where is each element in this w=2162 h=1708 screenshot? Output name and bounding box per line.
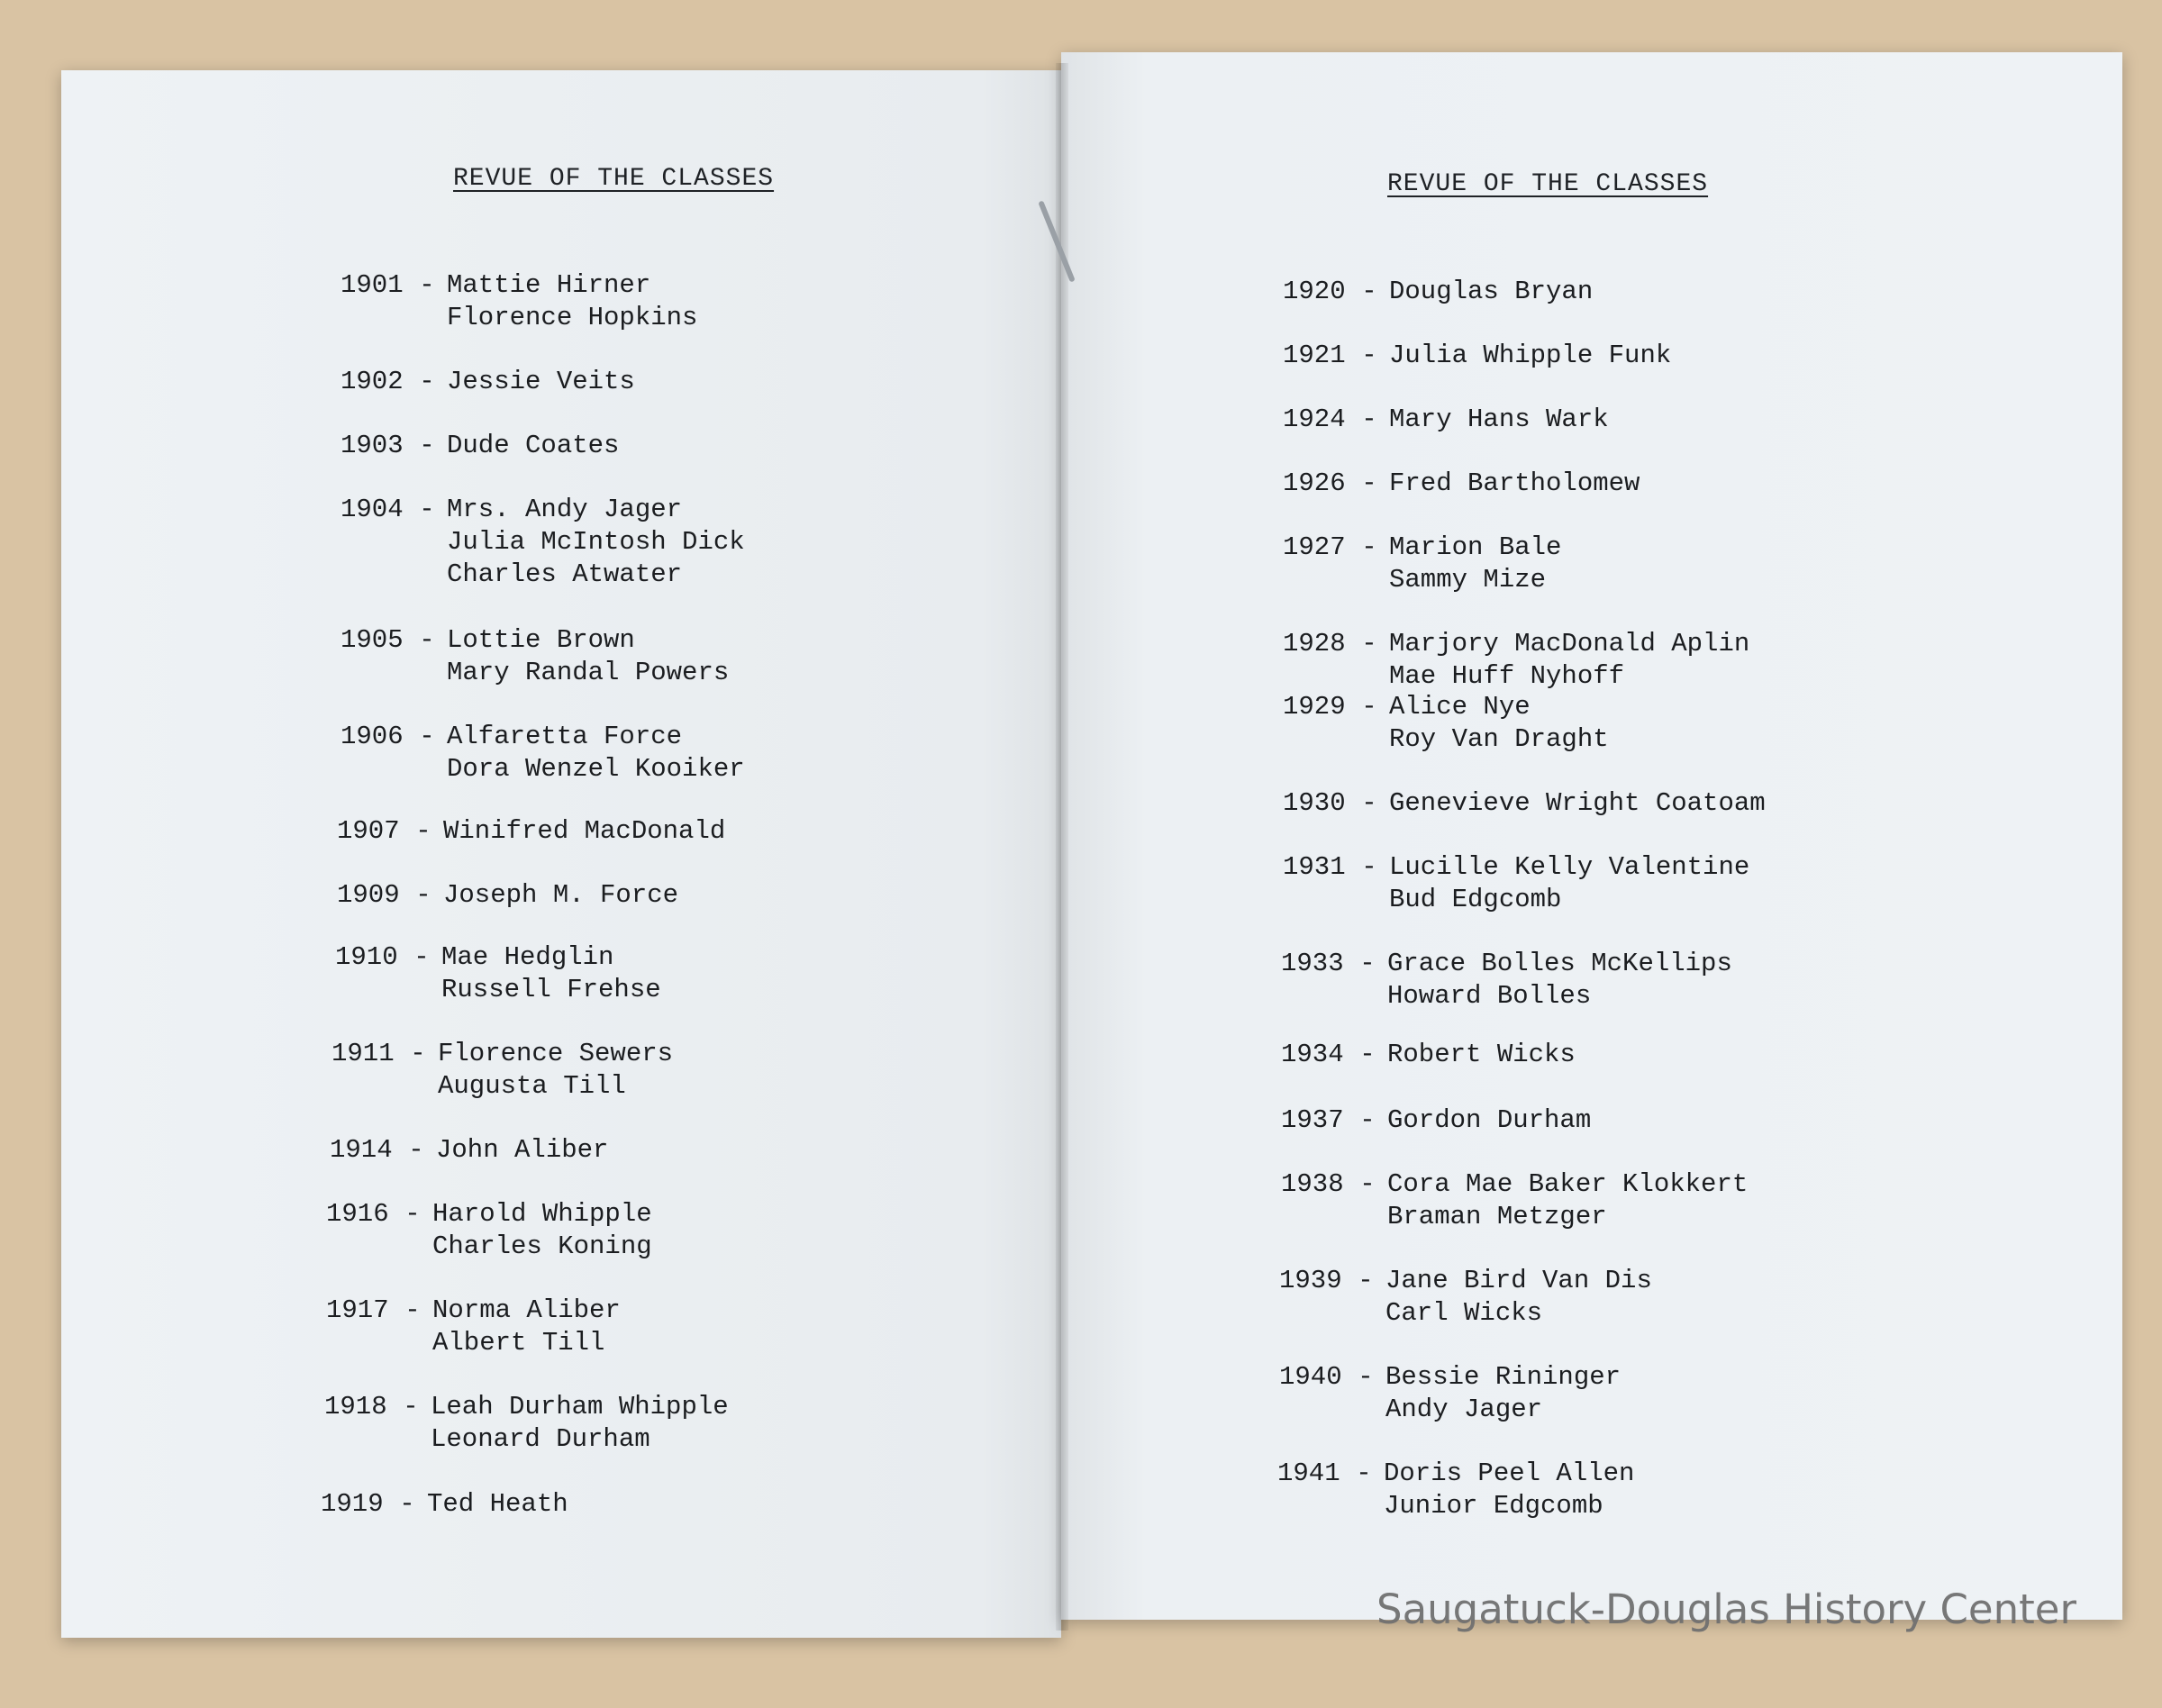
class-member-name: Sammy Mize [1389,565,1547,595]
year-separator: - [419,722,435,751]
class-member-names [1385,1361,1621,1426]
class-year: 1929 [1283,692,1346,722]
class-member-name: Cora Mae Baker Klokkert [1387,1169,1749,1199]
watermark: Saugatuck-Douglas History Center [1376,1585,2076,1633]
class-member-name: Leah Durham Whipple [431,1392,729,1422]
class-member-names [1387,1039,1576,1071]
class-year: 1905 [341,625,404,655]
class-member-names [1387,1168,1748,1233]
year-separator: - [419,431,435,460]
year-separator: - [1361,404,1377,434]
year-separator: - [419,495,435,524]
left-page-heading: REVUE OF THE CLASSES [453,165,775,193]
class-year: 1941 [1277,1458,1340,1488]
class-member-name: Julia McIntosh Dick [447,527,745,557]
class-year: 1917 [326,1295,389,1325]
class-member-names [1389,628,1749,693]
class-member-names [1389,468,1640,500]
right-page-heading: REVUE OF THE CLASSES [1387,170,1709,198]
class-member-names [1389,404,1609,436]
class-entry-1919 [321,1488,568,1521]
class-member-names [447,624,729,689]
class-member-name: Fred Bartholomew [1389,468,1640,498]
class-year: 1928 [1283,629,1346,659]
class-member-names [432,1295,621,1359]
class-year: 1937 [1281,1105,1344,1135]
year-separator: - [415,880,431,910]
class-entry-1905 [341,624,729,689]
class-member-name: Mary Hans Wark [1389,404,1609,434]
year-separator: - [1361,692,1377,722]
class-member-names [1387,1104,1591,1137]
class-year: 1933 [1281,949,1344,978]
class-year: 1904 [341,495,404,524]
class-member-names [447,366,635,398]
class-member-names [443,879,678,912]
year-separator: - [404,1295,421,1325]
class-entry-1911 [332,1038,673,1103]
class-member-name: Dude Coates [447,431,620,460]
class-member-name: Jessie Veits [447,367,635,396]
class-entry-1930 [1283,787,1766,820]
class-member-name: Joseph M. Force [443,880,679,910]
year-separator: - [1356,1458,1372,1488]
class-member-name: Mary Randal Powers [447,658,730,687]
class-member-name: Albert Till [432,1328,605,1358]
class-member-name: Mattie Hirner [447,270,651,300]
class-member-name: Braman Metzger [1387,1202,1607,1231]
class-member-name: Marjory MacDonald Aplin [1389,629,1750,659]
class-entry-1937 [1281,1104,1591,1137]
class-year: 1906 [341,722,404,751]
year-separator: - [1361,341,1377,370]
year-separator: - [1361,629,1377,659]
class-year: 1927 [1283,532,1346,562]
center-fold [1056,63,1068,1631]
class-entry-1921 [1283,340,1671,372]
class-member-name: Mae Hedglin [441,942,614,972]
class-member-name: Douglas Bryan [1389,277,1594,306]
class-entry-1916 [326,1198,652,1263]
class-entry-1901 [341,269,697,334]
class-member-names [1389,340,1671,372]
class-member-name: Alice Nye [1389,692,1531,722]
class-member-name: Charles Koning [432,1231,652,1261]
class-entry-1910 [335,941,661,1006]
class-member-names [1387,948,1732,1013]
class-member-name: Augusta Till [438,1071,626,1101]
class-year: 1938 [1281,1169,1344,1199]
year-separator: - [413,942,430,972]
class-year: 1930 [1283,788,1346,818]
class-member-name: Ted Heath [427,1489,568,1519]
year-separator: - [419,270,435,300]
class-year: 1914 [330,1135,393,1165]
class-member-name: Roy Van Draght [1389,724,1609,754]
class-year: 1924 [1283,404,1346,434]
class-year: 1931 [1283,852,1346,882]
class-member-name: Alfaretta Force [447,722,683,751]
class-member-name: Mae Huff Nyhoff [1389,661,1625,691]
class-member-name: Florence Hopkins [447,303,698,332]
class-year: 1918 [324,1392,387,1422]
class-member-name: Marion Bale [1389,532,1562,562]
class-member-name: Winifred MacDonald [443,816,726,846]
class-year: 1920 [1283,277,1346,306]
class-member-name: Harold Whipple [432,1199,652,1229]
year-separator: - [399,1489,415,1519]
class-entry-1924 [1283,404,1609,436]
year-separator: - [408,1135,424,1165]
class-member-names [447,269,697,334]
class-member-name: Bud Edgcomb [1389,885,1562,914]
class-member-names [1389,276,1593,308]
class-year: 1916 [326,1199,389,1229]
class-entry-1907 [337,815,725,848]
class-entry-1928 [1283,628,1749,693]
class-year: 1934 [1281,1040,1344,1069]
class-entry-1918 [324,1391,729,1456]
class-member-name: Carl Wicks [1385,1298,1543,1328]
year-separator: - [415,816,431,846]
class-year: 1911 [332,1039,395,1068]
year-separator: - [1361,468,1377,498]
class-entry-1903 [341,430,619,462]
class-entry-1909 [337,879,678,912]
class-year: 1910 [335,942,398,972]
class-member-name: Dora Wenzel Kooiker [447,754,745,784]
class-year: 1901 [341,270,404,300]
year-separator: - [1358,1362,1374,1392]
class-member-names [1384,1458,1634,1522]
class-member-names [443,815,725,848]
class-member-names [1389,787,1766,820]
class-entry-1934 [1281,1039,1576,1071]
year-separator: - [1358,1266,1374,1295]
class-member-name: Doris Peel Allen [1384,1458,1635,1488]
class-entry-1927 [1283,531,1561,596]
class-member-name: Andy Jager [1385,1395,1543,1424]
class-member-name: Jane Bird Van Dis [1385,1266,1652,1295]
class-member-name: Charles Atwater [447,559,683,589]
class-entry-1904 [341,494,745,591]
class-entry-1929 [1283,691,1609,756]
class-member-names [441,941,661,1006]
class-member-names [431,1391,729,1456]
class-member-name: Grace Bolles McKellips [1387,949,1732,978]
class-member-name: Florence Sewers [438,1039,674,1068]
class-entry-1939 [1279,1265,1652,1330]
class-entry-1920 [1283,276,1593,308]
class-member-name: Genevieve Wright Coatoam [1389,788,1766,818]
class-year: 1903 [341,431,404,460]
class-member-name: Robert Wicks [1387,1040,1576,1069]
class-member-names [1389,851,1749,916]
year-separator: - [1361,788,1377,818]
class-entry-1933 [1281,948,1732,1013]
class-member-name: Junior Edgcomb [1384,1491,1603,1521]
class-member-names [1385,1265,1652,1330]
class-member-name: Leonard Durham [431,1424,650,1454]
class-member-name: Julia Whipple Funk [1389,341,1672,370]
class-entry-1926 [1283,468,1640,500]
class-entry-1940 [1279,1361,1621,1426]
class-entry-1914 [330,1134,608,1167]
class-member-name: Gordon Durham [1387,1105,1592,1135]
class-year: 1939 [1279,1266,1342,1295]
year-separator: - [1359,1105,1376,1135]
year-separator: - [1361,852,1377,882]
class-member-name: Howard Bolles [1387,981,1592,1011]
class-member-name: Russell Frehse [441,975,661,1004]
class-member-name: John Aliber [436,1135,609,1165]
class-year: 1940 [1279,1362,1342,1392]
class-year: 1919 [321,1489,384,1519]
class-member-name: Mrs. Andy Jager [447,495,683,524]
class-entry-1931 [1283,851,1749,916]
class-entry-1941 [1277,1458,1634,1522]
year-separator: - [419,367,435,396]
class-member-names [1389,691,1609,756]
class-member-name: Lottie Brown [447,625,635,655]
year-separator: - [1359,1040,1376,1069]
class-member-names [427,1488,568,1521]
class-year: 1907 [337,816,400,846]
class-member-names [447,430,619,462]
class-entry-1902 [341,366,635,398]
class-member-names [447,494,745,591]
year-separator: - [404,1199,421,1229]
class-member-names [432,1198,652,1263]
class-year: 1909 [337,880,400,910]
class-year: 1926 [1283,468,1346,498]
class-entry-1917 [326,1295,621,1359]
class-year: 1921 [1283,341,1346,370]
class-member-name: Lucille Kelly Valentine [1389,852,1750,882]
class-member-name: Norma Aliber [432,1295,621,1325]
class-entry-1938 [1281,1168,1748,1233]
year-separator: - [419,625,435,655]
year-separator: - [1361,532,1377,562]
class-member-names [436,1134,608,1167]
class-year: 1902 [341,367,404,396]
class-member-names [438,1038,673,1103]
year-separator: - [1359,1169,1376,1199]
class-member-names [1389,531,1561,596]
class-entry-1906 [341,721,745,786]
class-member-names [447,721,745,786]
year-separator: - [1361,277,1377,306]
year-separator: - [1359,949,1376,978]
year-separator: - [403,1392,419,1422]
year-separator: - [410,1039,426,1068]
class-member-name: Bessie Rininger [1385,1362,1622,1392]
